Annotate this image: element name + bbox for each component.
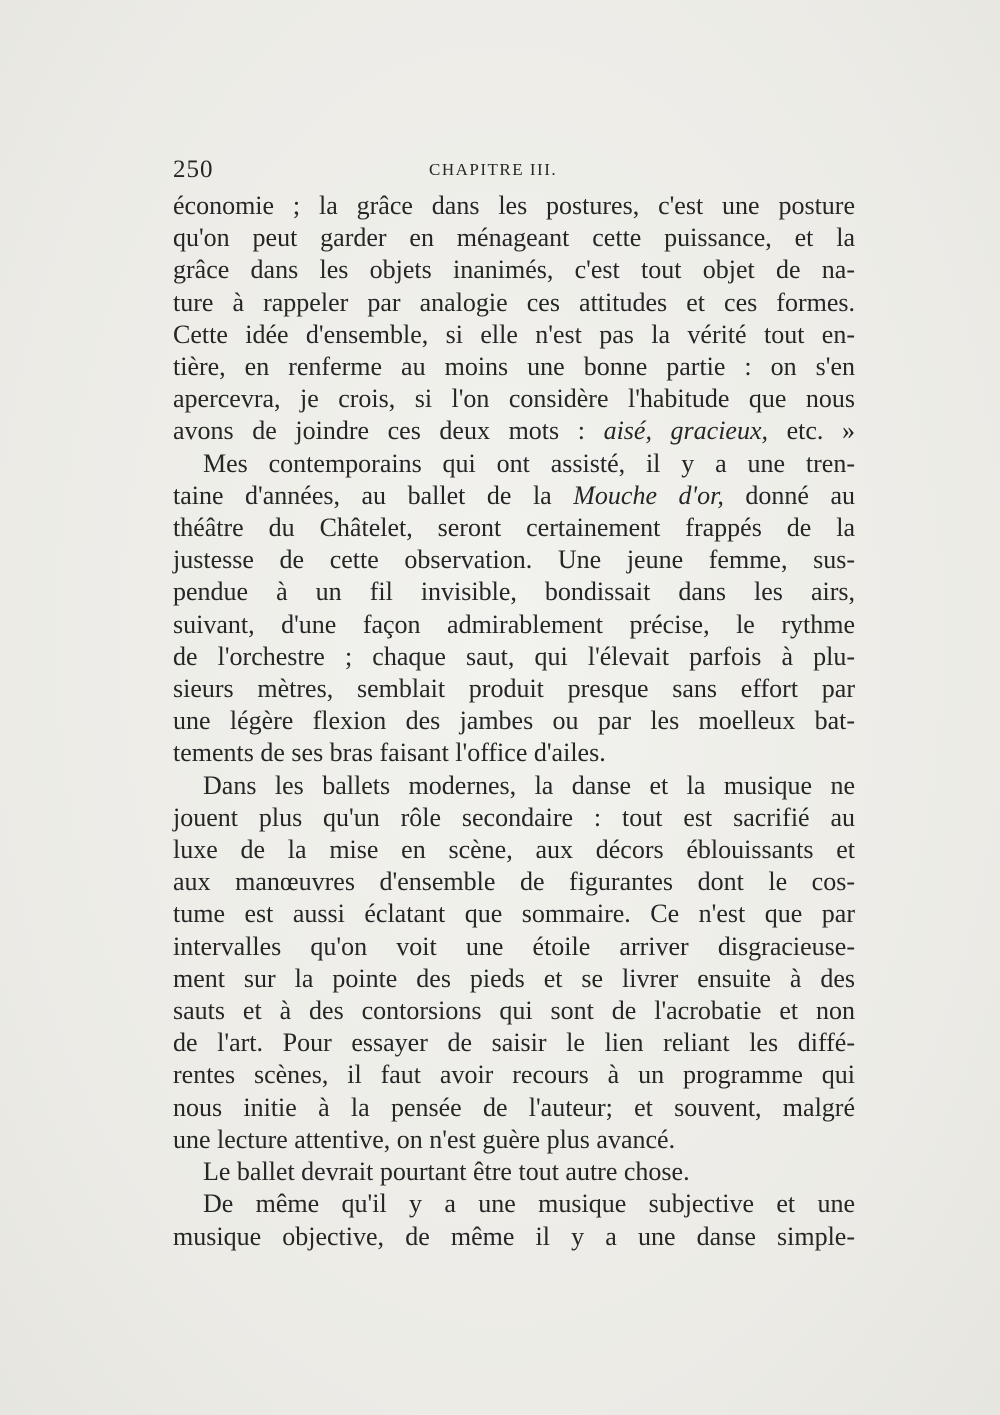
- text-line: nous initie à la pensée de l'auteur; et souvent, malgré: [173, 1092, 855, 1122]
- text-line: tume est aussi éclatant que sommaire. Ce n'est que par: [173, 899, 855, 929]
- paragraph-4: [173, 1156, 855, 1188]
- text-line: jouent plus qu'un rôle secondaire : tout est sacrifié au: [173, 802, 855, 832]
- body-text: [173, 190, 855, 1253]
- italic-words: aisé, gracieux,: [603, 416, 769, 446]
- text-line: [173, 415, 855, 447]
- text-line: sieurs mètres, semblait produit presque sans effort par: [173, 674, 855, 704]
- text-line: aux manœuvres d'ensemble de figurantes dont le cos-: [173, 867, 855, 897]
- text-line: [173, 480, 855, 512]
- text-line: justesse de cette observation. Une jeune femme, sus-: [173, 545, 855, 575]
- paragraph-1: [173, 190, 855, 448]
- paragraph-2: [173, 448, 855, 770]
- text-line: Le ballet devrait pourtant être tout autre chose.: [203, 1157, 690, 1187]
- text-line: rentes scènes, il faut avoir recours à un programme qui: [173, 1060, 855, 1090]
- text-line: qu'on peut garder en ménageant cette puissance, et la: [173, 223, 855, 253]
- text-line: luxe de la mise en scène, aux décors éblouissants et: [173, 835, 855, 865]
- text-line: théâtre du Châtelet, seront certainement frappés de la: [173, 513, 855, 543]
- text-line: une légère flexion des jambes ou par les moelleux bat-: [173, 706, 855, 736]
- text-line: apercevra, je crois, si l'on considère l'habitude que nous: [173, 384, 855, 414]
- text-line: De même qu'il y a une musique subjective et une: [203, 1189, 855, 1219]
- page-number: 250: [173, 156, 214, 183]
- text-line: ment sur la pointe des pieds et se livrer ensuite à des: [173, 963, 855, 993]
- paragraph-3: [173, 770, 855, 1156]
- text-run: avons de joindre ces deux mots :: [173, 416, 604, 446]
- text-line: tements de ses bras faisant l'office d'ailes.: [173, 738, 606, 768]
- text-line: de l'art. Pour essayer de saisir le lien reliant les diffé-: [173, 1028, 855, 1058]
- text-line: sauts et à des contorsions qui sont de l'acrobatie et non: [173, 996, 855, 1026]
- text-line: grâce dans les objets inanimés, c'est tout objet de na-: [173, 255, 855, 285]
- text-line: Cette idée d'ensemble, si elle n'est pas la vérité tout en-: [173, 319, 855, 349]
- ballet-title: Mouche d'or,: [573, 480, 724, 510]
- text-line: pendue à un fil invisible, bondissait dans les airs,: [173, 577, 855, 607]
- text-run: taine d'années, au ballet de la: [173, 480, 574, 510]
- text-run: etc. »: [768, 416, 856, 446]
- text-line: suivant, d'une façon admirablement précise, le rythme: [173, 609, 855, 639]
- running-head: [173, 156, 853, 188]
- text-line: de l'orchestre ; chaque saut, qui l'élevait parfois à plu-: [173, 641, 855, 671]
- text-line: Dans les ballets modernes, la danse et la musique ne: [203, 770, 855, 800]
- text-line: économie ; la grâce dans les postures, c'est une posture: [173, 191, 855, 220]
- text-line: Mes contemporains qui ont assisté, il y a une tren-: [203, 448, 855, 478]
- text-line: une lecture attentive, on n'est guère plus avancé.: [173, 1124, 676, 1154]
- chapter-title: CHAPITRE III.: [429, 160, 558, 179]
- text-line: musique objective, de même il y a une danse simple-: [173, 1221, 855, 1251]
- text-line: tière, en renferme au moins une bonne partie : on s'en: [173, 352, 855, 382]
- text-run: donné au: [723, 480, 855, 510]
- text-line: intervalles qu'on voit une étoile arriver disgracieuse-: [173, 931, 855, 961]
- text-line: ture à rappeler par analogie ces attitudes et ces formes.: [173, 287, 855, 317]
- paragraph-5: [173, 1188, 855, 1252]
